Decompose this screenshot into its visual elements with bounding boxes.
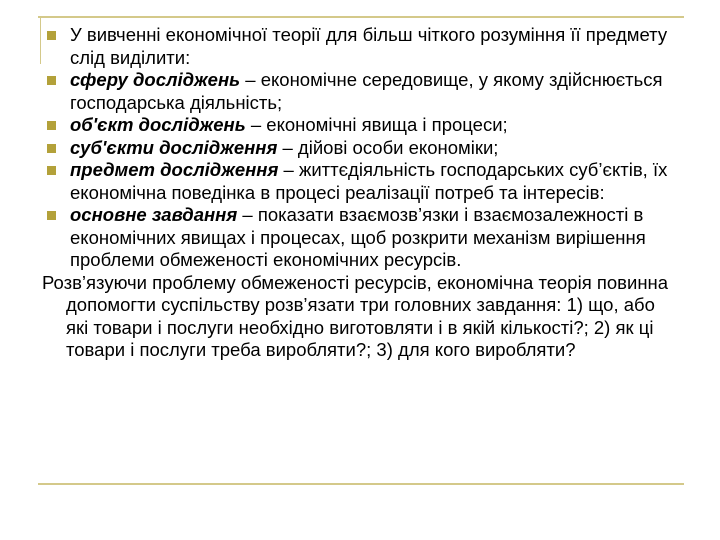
bullet-item-subjects	[46, 137, 682, 160]
bullet-item-intro	[46, 24, 682, 69]
square-bullet-icon	[47, 166, 56, 175]
top-rule	[38, 16, 684, 18]
bullet-item-subject-matter	[46, 159, 682, 204]
bullet-term: основне завдання	[70, 204, 238, 225]
closing-paragraph: Розв’язуючи проблему обмеженості ресурсів, економічна теорія повинна допомогти суспільству розв’язати три головних завдання: 1) що, або які товари і послуги необхідно виготовляти і в якій кількості?; 2) як ці товари і послуги треба виробляти?; 3) для кого виробляти?	[42, 271, 669, 360]
bullet-text: – життєдіяльність господарських суб’єктів, їх економічна поведінка в процесі реалізації потреб та інтересів:	[70, 159, 668, 203]
bullet-item-sphere	[46, 69, 682, 114]
bullet-text: У вивченні економічної теорії для більш чіткого розуміння її предмету слід виділити:	[70, 24, 668, 68]
square-bullet-icon	[47, 31, 56, 40]
bullet-text: – показати взаємозв’язки і взаємозалежності в економічних явищах і процесах, щоб розкрити механізм вирішення проблеми обмеженості економічних ресурсів.	[70, 204, 646, 270]
square-bullet-icon	[47, 144, 56, 153]
slide-body	[42, 24, 682, 362]
square-bullet-icon	[47, 76, 56, 85]
bullet-text: – економічні явища і процеси;	[245, 114, 508, 135]
top-rule-tick	[40, 18, 41, 64]
bullet-item-object	[46, 114, 682, 137]
square-bullet-icon	[47, 211, 56, 220]
bullet-term: об'єкт досліджень	[70, 114, 246, 135]
bullet-term: сферу досліджень	[70, 69, 241, 90]
bullet-text: – дійові особи економіки;	[277, 136, 499, 158]
bullet-term: предмет дослідження	[70, 159, 279, 180]
bottom-rule	[38, 483, 684, 485]
bullet-text: – економічне середовище, у якому здійснюється господарська діяльність;	[70, 69, 663, 113]
bullet-term: суб'єкти дослідження	[70, 136, 278, 158]
bullet-item-main-task	[46, 204, 682, 272]
square-bullet-icon	[47, 121, 56, 130]
